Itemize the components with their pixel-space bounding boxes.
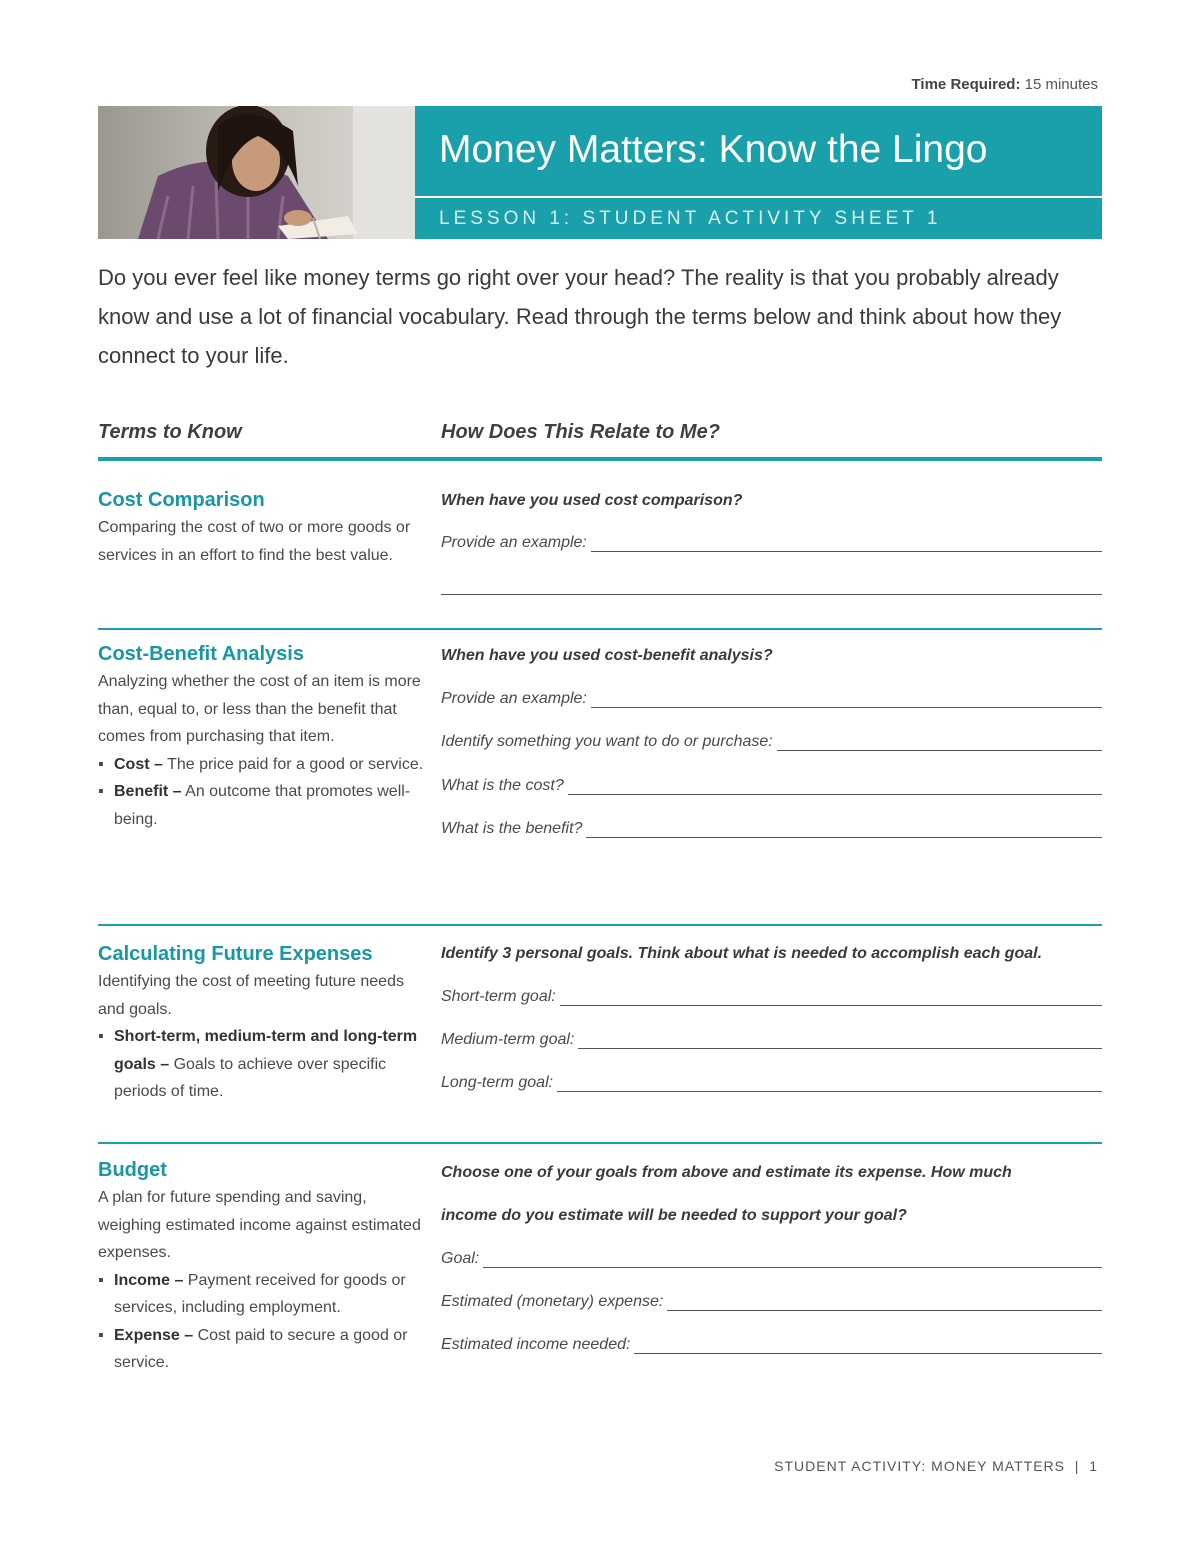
bullet-term: Income – — [114, 1271, 184, 1289]
page-number: 1 — [1089, 1458, 1098, 1474]
section-divider — [98, 1142, 1102, 1144]
bullet-item: ▪ Benefit – An outcome that promotes well-being. — [98, 783, 411, 828]
lesson-subtitle: LESSON 1: STUDENT ACTIVITY SHEET 1 — [439, 208, 942, 229]
answer-field-income[interactable] — [441, 1330, 1102, 1354]
question-cost-benefit: When have you used cost-benefit analysis? — [441, 647, 773, 664]
bullet-text: An outcome that promotes well-being. — [114, 783, 411, 828]
field-label: Long-term goal: — [441, 1074, 554, 1091]
answer-field-goal[interactable] — [441, 1244, 1102, 1268]
field-label: Estimated income needed: — [441, 1336, 631, 1353]
term-definition: A plan for future spending and saving, weighing estimated income against estimated expenses. — [98, 1189, 421, 1261]
term-definition: Analyzing whether the cost of an item is more than, equal to, or less than the benefit that comes from purchasing that item. — [98, 673, 421, 745]
term-cost-comparison — [98, 486, 428, 569]
time-required — [912, 76, 1098, 93]
bullet-term: Benefit – — [114, 783, 182, 800]
field-label: Short-term goal: — [441, 988, 556, 1005]
term-title: Cost Comparison — [98, 489, 265, 511]
header-divider — [98, 457, 1102, 461]
answer-line[interactable] — [586, 819, 1102, 838]
section-divider — [98, 924, 1102, 926]
answer-field-example[interactable] — [441, 528, 1102, 552]
term-title: Cost-Benefit Analysis — [98, 643, 304, 665]
field-label: Identify something you want to do or purchase: — [441, 733, 773, 750]
section-divider — [98, 628, 1102, 630]
question-cost-comparison: When have you used cost comparison? — [441, 492, 743, 509]
field-label: Provide an example: — [441, 690, 587, 707]
bullet-text: Cost paid to secure a good or service. — [114, 1326, 408, 1371]
term-title: Budget — [98, 1159, 167, 1181]
question-budget: Choose one of your goals from above and estimate its expense. How much income do you estimate will be needed to support your goal? — [441, 1164, 1012, 1224]
bullet-text: Goals to achieve over specific periods of time. — [114, 1055, 387, 1100]
student-reading-photo — [98, 106, 415, 239]
bullet-item: ▪ Income – Payment received for goods or services, including employment. — [98, 1271, 406, 1316]
answer-line[interactable] — [560, 987, 1102, 1006]
term-budget — [98, 1156, 428, 1377]
answer-line[interactable] — [483, 1249, 1102, 1268]
answer-line[interactable] — [568, 776, 1102, 795]
page-title: Money Matters: Know the Lingo — [439, 128, 988, 171]
answer-field-medium-term[interactable] — [441, 1025, 1102, 1049]
answer-field-benefit[interactable] — [441, 814, 1102, 838]
bullet-text: The price paid for a good or service. — [162, 755, 424, 773]
intro-paragraph: Do you ever feel like money terms go right over your head? The reality is that you probably already know and use a lot of financial vocabulary. Read through the terms below and think about how they connect to your life. — [98, 265, 1062, 368]
answer-field-expense[interactable] — [441, 1287, 1102, 1311]
answer-line[interactable] — [591, 689, 1102, 708]
field-label: What is the benefit? — [441, 820, 583, 837]
bullet-term: Expense – — [114, 1326, 194, 1344]
page-footer — [774, 1458, 1098, 1474]
answer-line[interactable] — [634, 1335, 1102, 1354]
bullet-item: ▪ Short-term, medium-term and long-term goals – Goals to achieve over specific periods of time. — [98, 1028, 418, 1100]
time-required-value: 15 minutes — [1024, 76, 1098, 93]
answer-field-want[interactable] — [441, 727, 1102, 751]
bullet-term: Short-term, medium-term and long-term goals – — [114, 1028, 418, 1073]
bullet-text: Payment received for goods or services, including employment. — [114, 1271, 406, 1316]
time-required-label: Time Required: — [911, 76, 1021, 93]
term-cost-benefit-analysis — [98, 640, 428, 833]
answer-line[interactable] — [557, 1073, 1102, 1092]
field-label: Provide an example: — [441, 534, 587, 551]
title-banner — [415, 106, 1102, 239]
column-header-terms: Terms to Know — [98, 421, 242, 443]
footer-label: STUDENT ACTIVITY: MONEY MATTERS — [774, 1458, 1065, 1474]
term-title: Calculating Future Expenses — [98, 943, 373, 965]
answer-line[interactable] — [591, 533, 1102, 552]
answer-line[interactable] — [578, 1030, 1102, 1049]
field-label: Medium-term goal: — [441, 1031, 575, 1048]
answer-line-extra[interactable] — [441, 594, 1102, 595]
bullet-item: ▪ Cost – The price paid for a good or service. — [98, 755, 424, 773]
answer-field-long-term[interactable] — [441, 1068, 1102, 1092]
answer-line[interactable] — [667, 1292, 1102, 1311]
bullet-term: Cost – — [114, 755, 163, 773]
field-label: What is the cost? — [441, 777, 564, 794]
banner-divider — [415, 196, 1102, 198]
answer-field-short-term[interactable] — [441, 982, 1102, 1006]
answer-field-example[interactable] — [441, 684, 1102, 708]
answer-line[interactable] — [777, 732, 1102, 751]
question-future-expenses: Identify 3 personal goals. Think about what is needed to accomplish each goal. — [441, 945, 1043, 962]
term-calculating-future-expenses — [98, 940, 428, 1106]
field-label: Goal: — [441, 1250, 480, 1267]
bullet-item: ▪ Expense – Cost paid to secure a good or service. — [98, 1326, 408, 1371]
term-definition: Identifying the cost of meeting future needs and goals. — [98, 973, 404, 1018]
field-label: Estimated (monetary) expense: — [441, 1293, 664, 1310]
term-definition: Comparing the cost of two or more goods or services in an effort to find the best value. — [98, 519, 411, 564]
column-header-relate: How Does This Relate to Me? — [441, 421, 720, 443]
answer-field-cost[interactable] — [441, 771, 1102, 795]
footer-separator: | — [1074, 1458, 1080, 1474]
